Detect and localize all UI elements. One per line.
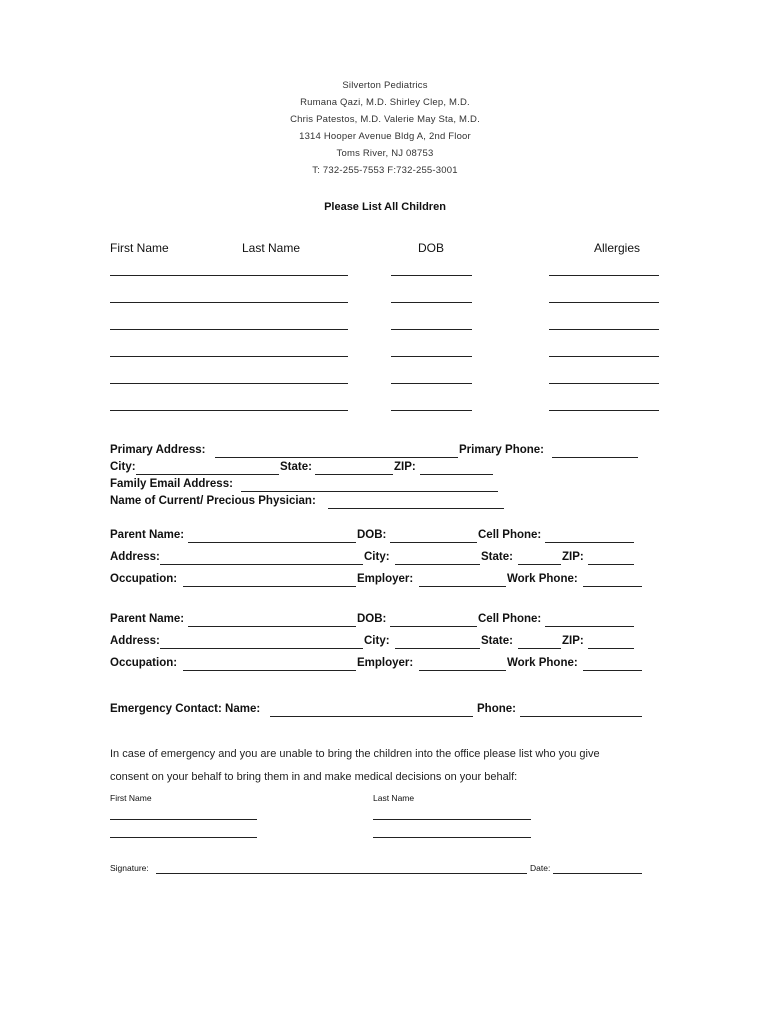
city-label: City: — [110, 461, 136, 473]
signature-label: Signature: — [110, 863, 149, 873]
allergies-field[interactable] — [549, 383, 659, 384]
name-field[interactable] — [110, 275, 348, 276]
employer-label: Employer: — [357, 657, 414, 669]
parent-name-label: Parent Name: — [110, 529, 185, 541]
zip-label: ZIP: — [562, 635, 584, 647]
state-label: State: — [280, 461, 312, 473]
emergency-phone-label: Phone: — [477, 703, 516, 715]
col-first-name: First Name — [110, 241, 169, 255]
physician-label: Name of Current/ Precious Physician: — [110, 495, 316, 507]
name-field[interactable] — [110, 383, 348, 384]
primary-phone-label: Primary Phone: — [459, 444, 544, 456]
occupation-field[interactable] — [183, 670, 356, 671]
employer-field[interactable] — [419, 586, 506, 587]
cell-phone-field[interactable] — [545, 626, 634, 627]
parent-dob-label: DOB: — [357, 529, 387, 541]
consent-first-name-field-2[interactable] — [110, 837, 257, 838]
state-label: State: — [481, 635, 513, 647]
physician-field[interactable] — [328, 508, 504, 509]
city-label: City: — [364, 551, 390, 563]
name-field[interactable] — [110, 410, 348, 411]
consent-last-name-field-2[interactable] — [373, 837, 531, 838]
date-label: Date: — [530, 863, 551, 873]
city-label: City: — [364, 635, 390, 647]
parent-name-field[interactable] — [188, 626, 356, 627]
parent-dob-label: DOB: — [357, 613, 387, 625]
col-allergies: Allergies — [594, 241, 641, 255]
name-field[interactable] — [110, 329, 348, 330]
zip-field[interactable] — [588, 648, 634, 649]
address-label: Address: — [110, 635, 160, 647]
occupation-field[interactable] — [183, 586, 356, 587]
cell-phone-label: Cell Phone: — [478, 529, 542, 541]
consent-first-name-label: First Name — [110, 793, 152, 803]
physicians-line-2: Chris Patestos, M.D. Valerie May Sta, M.D. — [290, 114, 480, 125]
dob-field[interactable] — [391, 410, 472, 411]
parent-name-label: Parent Name: — [110, 613, 185, 625]
state-field[interactable] — [518, 564, 561, 565]
work-phone-field[interactable] — [583, 586, 642, 587]
children-section-title: Please List All Children — [324, 201, 446, 213]
practice-name: Silverton Pediatrics — [342, 80, 428, 91]
family-email-field[interactable] — [241, 491, 498, 492]
emergency-name-label: Emergency Contact: Name: — [110, 703, 261, 715]
primary-phone-field[interactable] — [552, 457, 638, 458]
col-dob: DOB — [418, 241, 445, 255]
work-phone-field[interactable] — [583, 670, 642, 671]
work-phone-label: Work Phone: — [507, 657, 578, 669]
dob-field[interactable] — [391, 329, 472, 330]
zip-field[interactable] — [588, 564, 634, 565]
name-field[interactable] — [110, 302, 348, 303]
city-field[interactable] — [395, 564, 480, 565]
name-field[interactable] — [110, 356, 348, 357]
occupation-label: Occupation: — [110, 657, 178, 669]
primary-address-label: Primary Address: — [110, 444, 206, 456]
date-field[interactable] — [553, 873, 642, 874]
col-last-name: Last Name — [242, 241, 301, 255]
cell-phone-label: Cell Phone: — [478, 613, 542, 625]
allergies-field[interactable] — [549, 275, 659, 276]
employer-label: Employer: — [357, 573, 414, 585]
parent-dob-field[interactable] — [390, 626, 477, 627]
consent-text-line-1: In case of emergency and you are unable to bring the children into the office please list who you give — [110, 748, 600, 760]
parent-name-field[interactable] — [188, 542, 356, 543]
consent-first-name-field-1[interactable] — [110, 819, 257, 820]
city-field[interactable] — [136, 474, 279, 475]
primary-address-field[interactable] — [215, 457, 458, 458]
zip-label: ZIP: — [562, 551, 584, 563]
allergies-field[interactable] — [549, 410, 659, 411]
consent-text-line-2: consent on your behalf to bring them in and make medical decisions on your behalf: — [110, 771, 518, 783]
cell-phone-field[interactable] — [545, 542, 634, 543]
dob-field[interactable] — [391, 275, 472, 276]
address-field[interactable] — [160, 648, 363, 649]
phone-fax-line: T: 732-255-7553 F:732-255-3001 — [312, 165, 458, 176]
city-field[interactable] — [395, 648, 480, 649]
dob-field[interactable] — [391, 302, 472, 303]
signature-field[interactable] — [156, 873, 527, 874]
address-label: Address: — [110, 551, 160, 563]
address-line: 1314 Hooper Avenue Bldg A, 2nd Floor — [299, 131, 471, 142]
zip-field[interactable] — [420, 474, 493, 475]
allergies-field[interactable] — [549, 329, 659, 330]
work-phone-label: Work Phone: — [507, 573, 578, 585]
family-email-label: Family Email Address: — [110, 478, 233, 490]
dob-field[interactable] — [391, 356, 472, 357]
emergency-phone-field[interactable] — [520, 716, 642, 717]
consent-last-name-field-1[interactable] — [373, 819, 531, 820]
parent-dob-field[interactable] — [390, 542, 477, 543]
allergies-field[interactable] — [549, 302, 659, 303]
consent-last-name-label: Last Name — [373, 793, 415, 803]
state-label: State: — [481, 551, 513, 563]
physicians-line-1: Rumana Qazi, M.D. Shirley Clep, M.D. — [300, 97, 470, 108]
address-field[interactable] — [160, 564, 363, 565]
allergies-field[interactable] — [549, 356, 659, 357]
dob-field[interactable] — [391, 383, 472, 384]
occupation-label: Occupation: — [110, 573, 178, 585]
emergency-name-field[interactable] — [270, 716, 473, 717]
state-field[interactable] — [315, 474, 393, 475]
state-field[interactable] — [518, 648, 561, 649]
city-line: Toms River, NJ 08753 — [336, 148, 434, 159]
zip-label: ZIP: — [394, 461, 416, 473]
employer-field[interactable] — [419, 670, 506, 671]
